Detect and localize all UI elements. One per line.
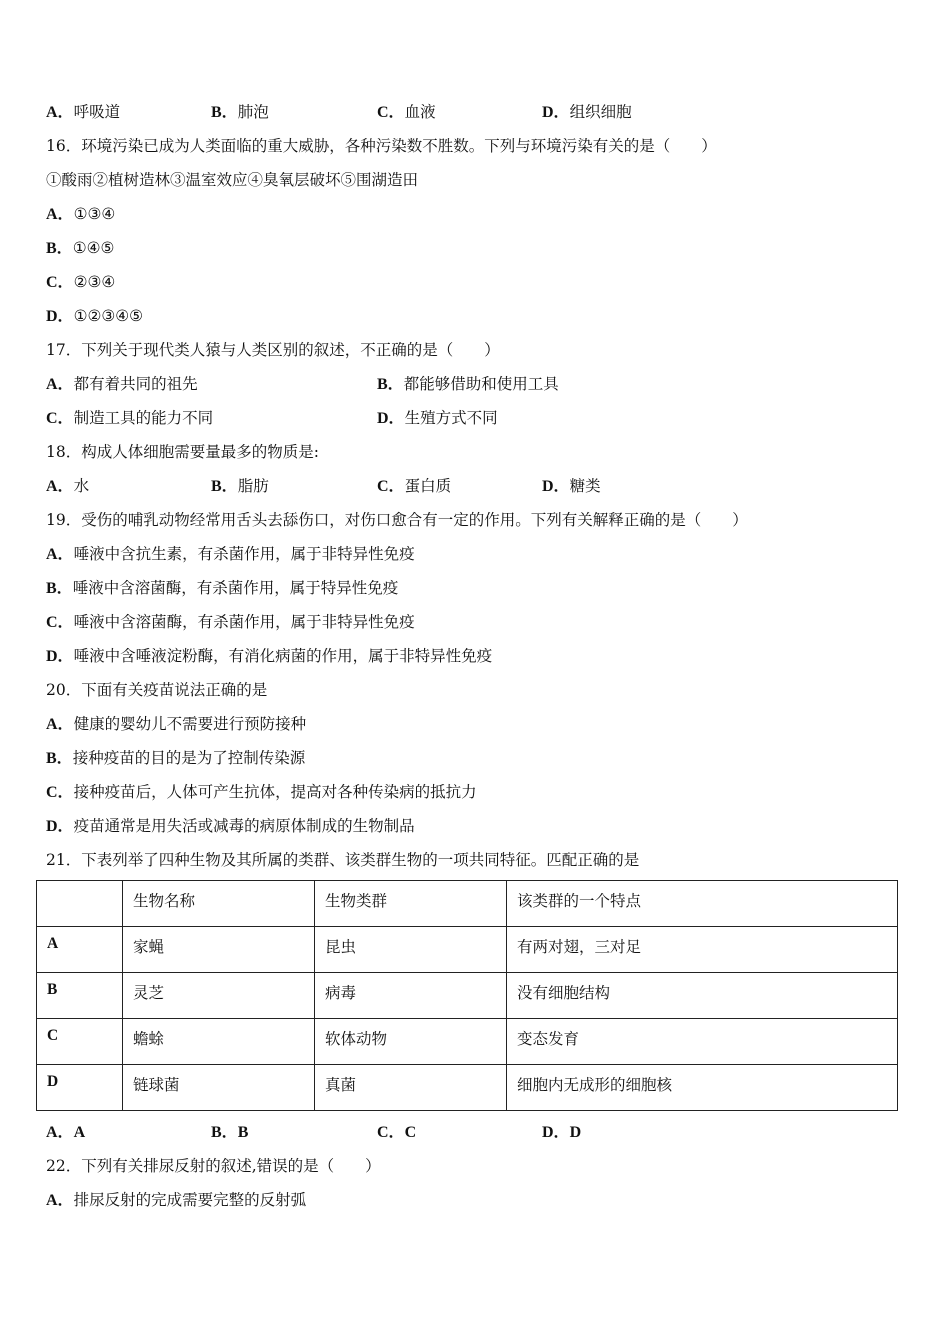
q19-stem: 19．受伤的哺乳动物经常用舌头去舔伤口，对伤口愈合有一定的作用。下列有关解释正确的是（ ） [46, 511, 748, 529]
q15-option-d: D．组织细胞 [542, 103, 632, 121]
q22-option-a: A．排尿反射的完成需要完整的反射弧 [46, 1191, 307, 1209]
q18-option-d: D．糖类 [542, 477, 601, 495]
table-header-cell: 该类群的一个特点 [507, 881, 898, 927]
q16-option-d: D．①②③④⑤ [46, 307, 144, 325]
table-row [37, 927, 898, 973]
table-row [37, 973, 898, 1019]
q20-option-a: A．健康的婴幼儿不需要进行预防接种 [46, 715, 307, 733]
q21-option-a: A．A [46, 1124, 86, 1141]
q22-stem: 22．下列有关排尿反射的叙述,错误的是（ ） [46, 1157, 381, 1175]
q15-option-b: B．肺泡 [211, 103, 269, 121]
q18-option-a: A．水 [46, 477, 90, 495]
q20-option-c: C．接种疫苗后，人体可产生抗体，提高对各种传染病的抵抗力 [46, 783, 477, 801]
table-cell: 没有细胞结构 [507, 973, 898, 1019]
q20-option-b: B．接种疫苗的目的是为了控制传染源 [46, 749, 306, 767]
q19-option-d: D．唾液中含唾液淀粉酶，有消化病菌的作用，属于非特异性免疫 [46, 647, 493, 665]
table-cell: B [37, 973, 123, 1019]
table-cell: D [37, 1065, 123, 1111]
q19-option-c: C．唾液中含溶菌酶，有杀菌作用，属于非特异性免疫 [46, 613, 415, 631]
q16-items: ①酸雨②植树造林③温室效应④臭氧层破坏⑤围湖造田 [46, 171, 419, 189]
q16-option-c: C．②③④ [46, 273, 116, 291]
q16-stem: 16．环境污染已成为人类面临的重大威胁，各种污染数不胜数。下列与环境污染有关的是（ ） [46, 137, 717, 155]
q18-option-c: C．蛋白质 [377, 477, 452, 495]
table-cell: 蟾蜍 [123, 1019, 315, 1065]
table-cell: 灵芝 [123, 973, 315, 1019]
q16-option-b: B．①④⑤ [46, 239, 115, 257]
table-row [37, 1019, 898, 1065]
q18-stem: 18．构成人体细胞需要量最多的物质是: [46, 443, 319, 461]
table-header-cell: 生物类群 [315, 881, 507, 927]
q15-option-a: A．呼吸道 [46, 103, 121, 121]
table-cell: 病毒 [315, 973, 507, 1019]
table-cell: A [37, 927, 123, 973]
table-header-row [37, 881, 898, 927]
q20-option-d: D．疫苗通常是用失活或减毒的病原体制成的生物制品 [46, 817, 415, 835]
q21-stem: 21．下表列举了四种生物及其所属的类群、该类群生物的一项共同特征。匹配正确的是 [46, 851, 640, 869]
q18-option-b: B．脂肪 [211, 477, 269, 495]
q19-option-a: A．唾液中含抗生素，有杀菌作用，属于非特异性免疫 [46, 545, 415, 563]
table-cell: 有两对翅，三对足 [507, 927, 898, 973]
q17-stem: 17．下列关于现代类人猿与人类区别的叙述，不正确的是（ ） [46, 341, 500, 359]
table-cell: C [37, 1019, 123, 1065]
q21-option-d: D．D [542, 1124, 582, 1141]
table-row [37, 1065, 898, 1111]
q16-option-a: A．①③④ [46, 205, 116, 223]
table-cell: 家蝇 [123, 927, 315, 973]
q17-option-b: B．都能够借助和使用工具 [377, 375, 559, 393]
table-cell: 昆虫 [315, 927, 507, 973]
table-cell: 细胞内无成形的细胞核 [507, 1065, 898, 1111]
table-cell: 链球菌 [123, 1065, 315, 1111]
q15-option-c: C．血液 [377, 103, 436, 121]
q17-option-c: C．制造工具的能力不同 [46, 409, 214, 427]
q21-table [36, 880, 898, 1111]
table-cell: 变态发育 [507, 1019, 898, 1065]
q17-option-a: A．都有着共同的祖先 [46, 375, 198, 393]
table-header-cell: 生物名称 [123, 881, 315, 927]
q19-option-b: B．唾液中含溶菌酶，有杀菌作用，属于特异性免疫 [46, 579, 399, 597]
q20-stem: 20．下面有关疫苗说法正确的是 [46, 681, 268, 699]
q21-option-c: C．C [377, 1124, 417, 1141]
table-cell: 软体动物 [315, 1019, 507, 1065]
table-header-cell [37, 881, 123, 927]
q17-option-d: D．生殖方式不同 [377, 409, 498, 427]
q21-option-b: B．B [211, 1124, 249, 1141]
table-cell: 真菌 [315, 1065, 507, 1111]
